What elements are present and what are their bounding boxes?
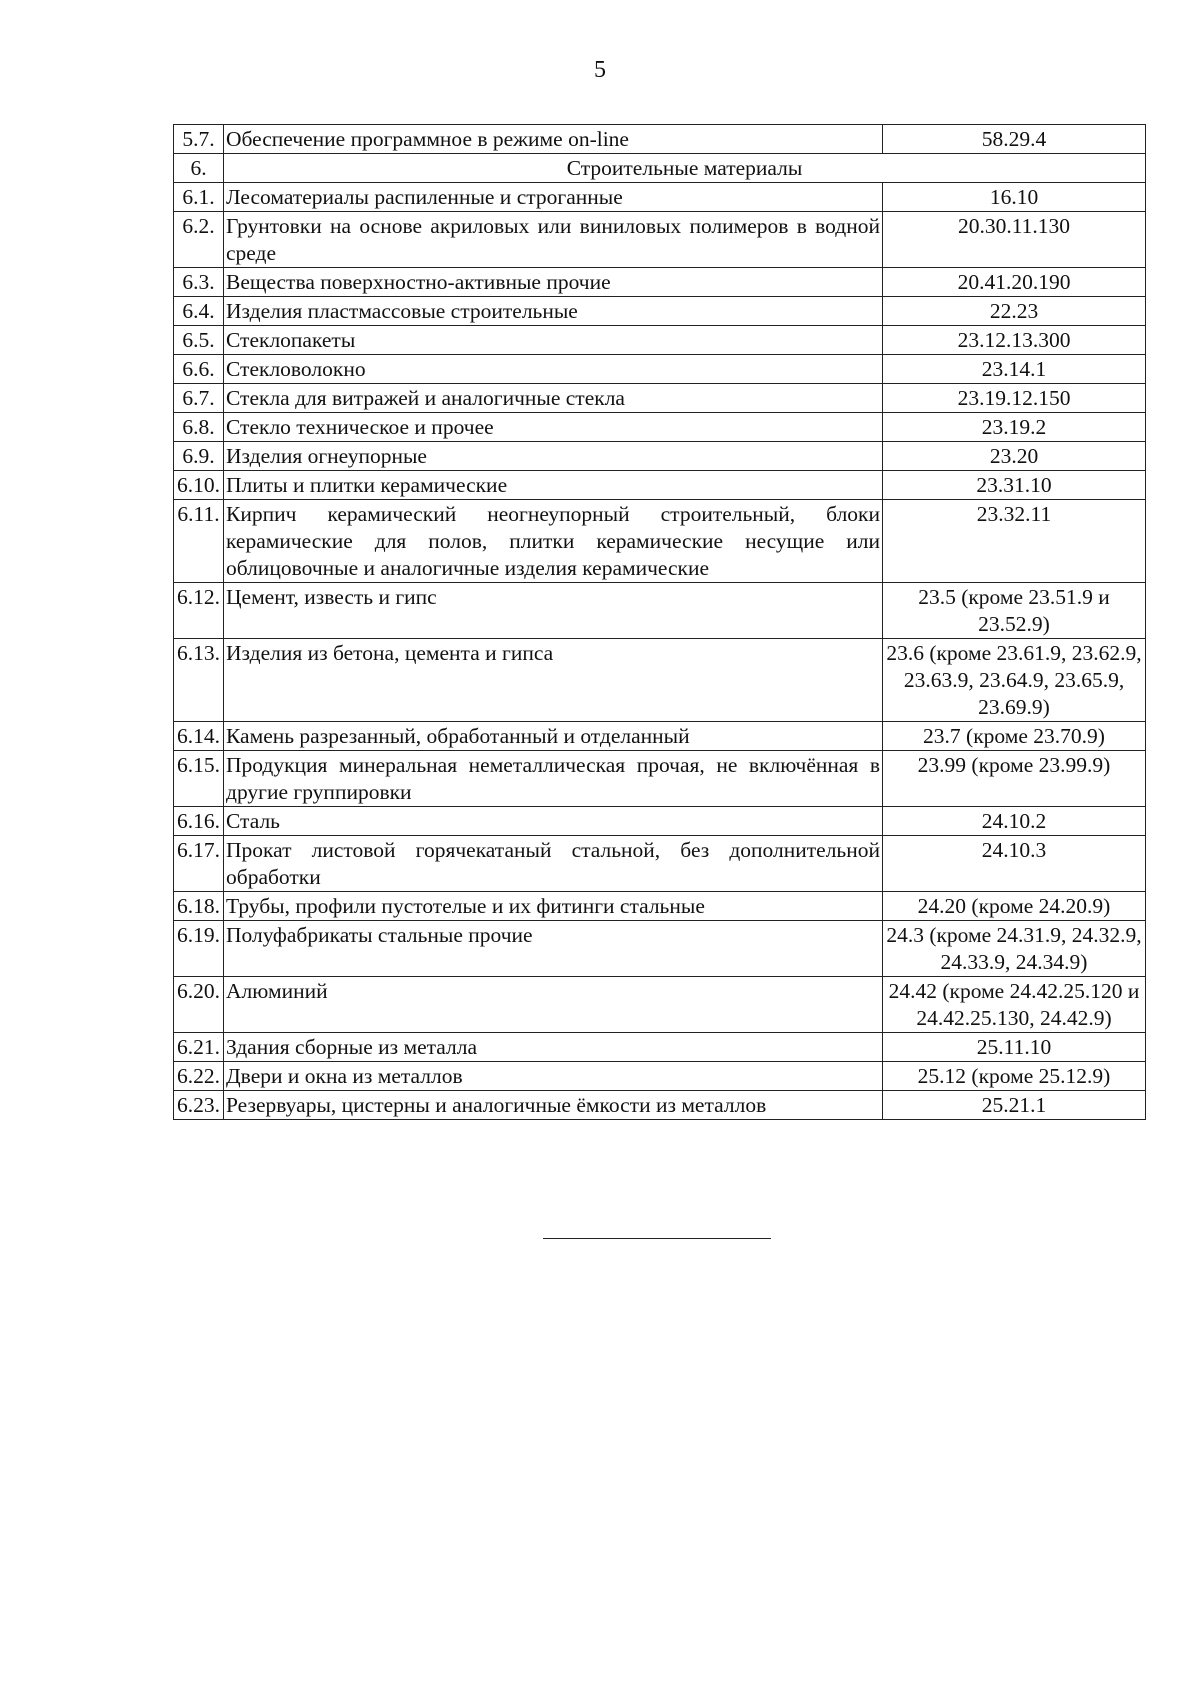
row-number-cell: 6.16.	[174, 807, 224, 836]
page-number: 5	[594, 57, 606, 83]
okpd-code-cell: 24.42 (кроме 24.42.25.120 и 24.42.25.130, 24.42.9)	[883, 977, 1146, 1033]
row-number-cell: 6.7.	[174, 384, 224, 413]
okpd-code-cell: 22.23	[883, 297, 1146, 326]
product-name-cell: Обеспечение программное в режиме on-line	[224, 125, 883, 154]
row-number-cell: 6.17.	[174, 836, 224, 892]
okpd-code-cell: 20.30.11.130	[883, 212, 1146, 268]
okpd-code-cell: 24.3 (кроме 24.31.9, 24.32.9, 24.33.9, 24.34.9)	[883, 921, 1146, 977]
table-row	[174, 1091, 1146, 1120]
product-name-cell: Двери и окна из металлов	[224, 1062, 883, 1091]
okpd-code-cell: 25.11.10	[883, 1033, 1146, 1062]
okpd-code-cell: 24.20 (кроме 24.20.9)	[883, 892, 1146, 921]
product-name-cell: Цемент, известь и гипс	[224, 583, 883, 639]
row-number-cell: 6.8.	[174, 413, 224, 442]
table-row	[174, 583, 1146, 639]
product-name-cell: Сталь	[224, 807, 883, 836]
row-number-cell: 6.11.	[174, 500, 224, 583]
table-row	[174, 297, 1146, 326]
okpd-code-cell: 16.10	[883, 183, 1146, 212]
okpd-code-cell: 23.32.11	[883, 500, 1146, 583]
okpd-code-cell: 23.7 (кроме 23.70.9)	[883, 722, 1146, 751]
row-number-cell: 6.22.	[174, 1062, 224, 1091]
row-number-cell: 6.20.	[174, 977, 224, 1033]
product-name-cell: Изделия из бетона, цемента и гипса	[224, 639, 883, 722]
row-number-cell: 6.10.	[174, 471, 224, 500]
table-row	[174, 125, 1146, 154]
table-row	[174, 384, 1146, 413]
product-name-cell: Изделия огнеупорные	[224, 442, 883, 471]
row-number-cell: 6.12.	[174, 583, 224, 639]
okpd-code-cell: 23.5 (кроме 23.51.9 и 23.52.9)	[883, 583, 1146, 639]
row-number-cell: 6.18.	[174, 892, 224, 921]
product-name-cell: Стекла для витражей и аналогичные стекла	[224, 384, 883, 413]
okpd-code-cell: 23.19.12.150	[883, 384, 1146, 413]
product-name-cell: Трубы, профили пустотелые и их фитинги стальные	[224, 892, 883, 921]
okpd-code-cell: 23.6 (кроме 23.61.9, 23.62.9, 23.63.9, 23.64.9, 23.65.9, 23.69.9)	[883, 639, 1146, 722]
product-name-cell: Лесоматериалы распиленные и строганные	[224, 183, 883, 212]
end-of-document-rule	[543, 1238, 771, 1239]
product-name-cell: Вещества поверхностно-активные прочие	[224, 268, 883, 297]
table-body	[174, 125, 1146, 1120]
okpd-code-cell: 58.29.4	[883, 125, 1146, 154]
product-name-cell: Прокат листовой горячекатаный стальной, без дополнительной обработки	[224, 836, 883, 892]
okpd-code-cell: 23.31.10	[883, 471, 1146, 500]
okpd-code-cell: 25.12 (кроме 25.12.9)	[883, 1062, 1146, 1091]
table-row	[174, 442, 1146, 471]
product-name-cell: Камень разрезанный, обработанный и отделанный	[224, 722, 883, 751]
row-number-cell: 6.6.	[174, 355, 224, 384]
table-row	[174, 639, 1146, 722]
row-number-cell: 6.13.	[174, 639, 224, 722]
row-number-cell: 6.14.	[174, 722, 224, 751]
okpd-code-cell: 23.99 (кроме 23.99.9)	[883, 751, 1146, 807]
table-row	[174, 183, 1146, 212]
okpd-code-cell: 25.21.1	[883, 1091, 1146, 1120]
table-row	[174, 751, 1146, 807]
table-row	[174, 326, 1146, 355]
product-name-cell: Плиты и плитки керамические	[224, 471, 883, 500]
okpd-code-cell: 20.41.20.190	[883, 268, 1146, 297]
product-name-cell: Резервуары, цистерны и аналогичные ёмкости из металлов	[224, 1091, 883, 1120]
table-row	[174, 977, 1146, 1033]
product-name-cell: Стеклопакеты	[224, 326, 883, 355]
table-row	[174, 807, 1146, 836]
okpd-code-cell: 23.12.13.300	[883, 326, 1146, 355]
product-name-cell: Грунтовки на основе акриловых или виниловых полимеров в водной среде	[224, 212, 883, 268]
row-number-cell: 6.2.	[174, 212, 224, 268]
row-number-cell: 6.15.	[174, 751, 224, 807]
table-row	[174, 722, 1146, 751]
table-row	[174, 500, 1146, 583]
table-row	[174, 212, 1146, 268]
product-name-cell: Стекловолокно	[224, 355, 883, 384]
row-number-cell: 5.7.	[174, 125, 224, 154]
section-header-row	[174, 154, 1146, 183]
table-row	[174, 921, 1146, 977]
product-name-cell: Кирпич керамический неогнеупорный строительный, блоки керамические для полов, плитки керамические несущие или облицовочные и аналогичные изделия керамические	[224, 500, 883, 583]
row-number-cell: 6.4.	[174, 297, 224, 326]
okpd-code-cell: 24.10.2	[883, 807, 1146, 836]
row-number-cell: 6.	[174, 154, 224, 183]
product-name-cell: Полуфабрикаты стальные прочие	[224, 921, 883, 977]
section-title-cell: Строительные материалы	[224, 154, 1146, 183]
okpd-code-cell: 23.14.1	[883, 355, 1146, 384]
row-number-cell: 6.1.	[174, 183, 224, 212]
okpd-code-cell: 24.10.3	[883, 836, 1146, 892]
table-row	[174, 1033, 1146, 1062]
row-number-cell: 6.3.	[174, 268, 224, 297]
product-name-cell: Здания сборные из металла	[224, 1033, 883, 1062]
table-row	[174, 413, 1146, 442]
product-name-cell: Алюминий	[224, 977, 883, 1033]
table-row	[174, 471, 1146, 500]
row-number-cell: 6.5.	[174, 326, 224, 355]
row-number-cell: 6.23.	[174, 1091, 224, 1120]
okpd-code-cell: 23.20	[883, 442, 1146, 471]
row-number-cell: 6.9.	[174, 442, 224, 471]
table-row	[174, 355, 1146, 384]
okpd-code-cell: 23.19.2	[883, 413, 1146, 442]
table-row	[174, 268, 1146, 297]
table-row	[174, 1062, 1146, 1091]
table-row	[174, 836, 1146, 892]
table-row	[174, 892, 1146, 921]
product-name-cell: Изделия пластмассовые строительные	[224, 297, 883, 326]
products-table	[173, 124, 1146, 1120]
product-name-cell: Стекло техническое и прочее	[224, 413, 883, 442]
row-number-cell: 6.21.	[174, 1033, 224, 1062]
row-number-cell: 6.19.	[174, 921, 224, 977]
product-name-cell: Продукция минеральная неметаллическая прочая, не включённая в другие группировки	[224, 751, 883, 807]
